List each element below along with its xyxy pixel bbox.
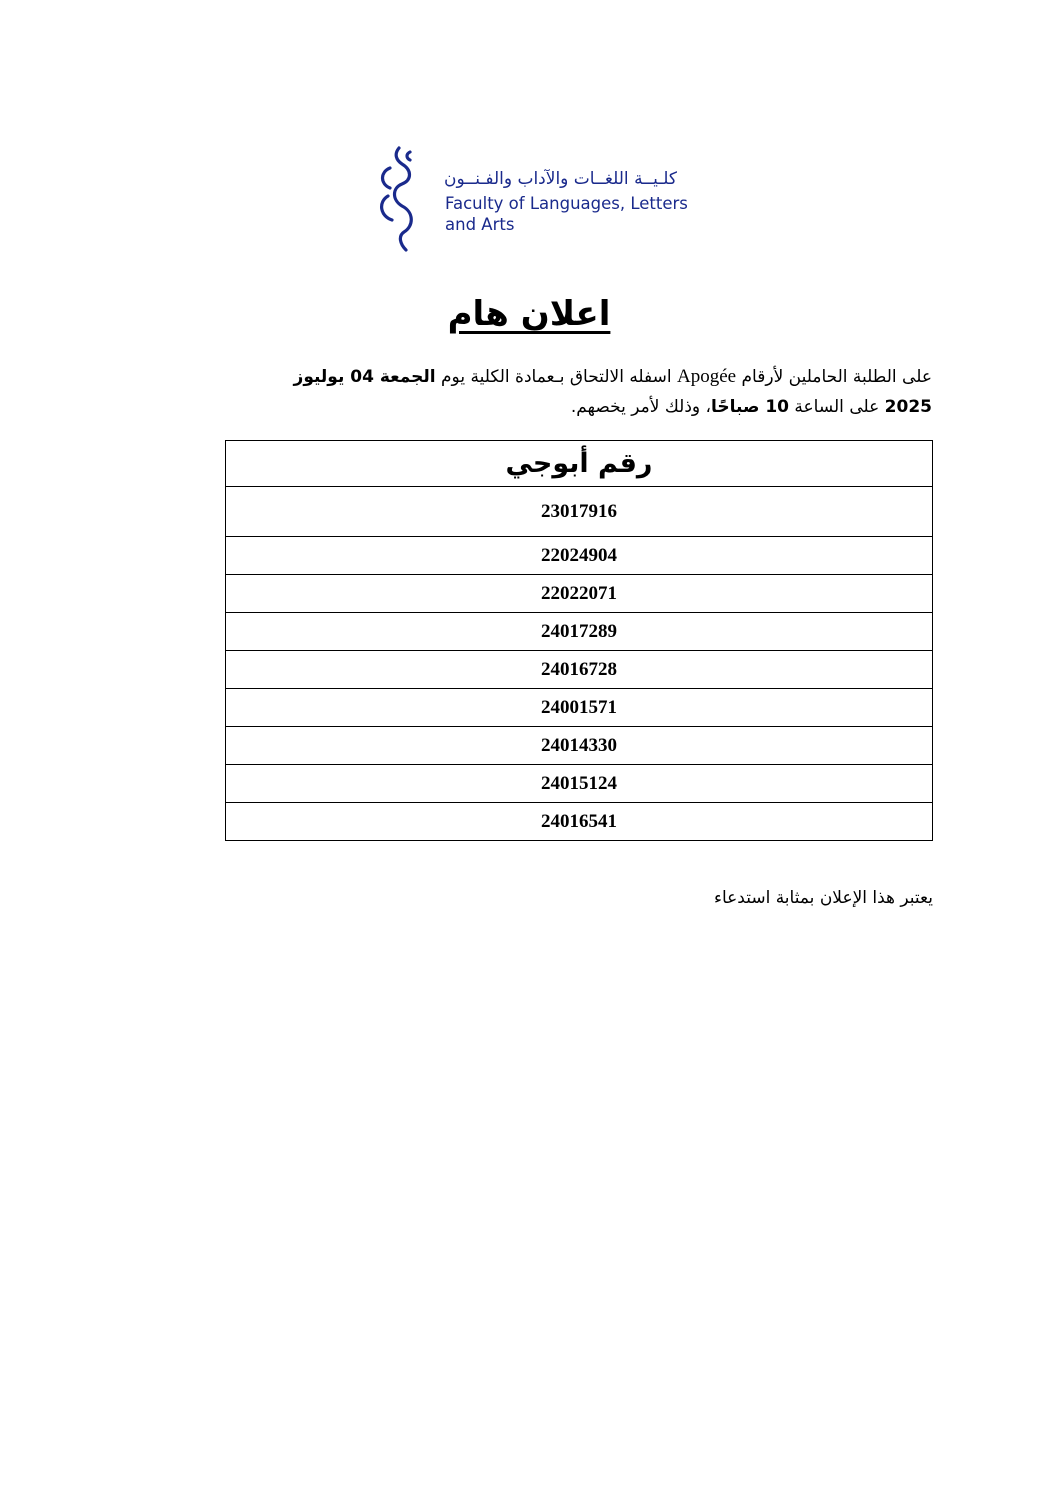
announcement-line-2 — [170, 392, 932, 422]
faculty-emblem-icon — [372, 146, 432, 252]
table-row — [226, 575, 933, 613]
apogee-number-cell: 24016541 — [226, 803, 933, 841]
faculty-name-english — [445, 193, 688, 235]
table-row — [226, 613, 933, 651]
apogee-number-cell: 24017289 — [226, 613, 933, 651]
apogee-number-cell: 24001571 — [226, 689, 933, 727]
apogee-word: Apogée — [677, 366, 737, 387]
faculty-name-english-line1: Faculty of Languages, Letters — [445, 194, 688, 213]
faculty-logo — [372, 146, 722, 252]
table-row — [226, 727, 933, 765]
announcement-body — [170, 362, 932, 422]
intro-year: 2025 — [884, 397, 932, 417]
apogee-number-cell: 24016728 — [226, 651, 933, 689]
apogee-number-cell: 24015124 — [226, 765, 933, 803]
table-row — [226, 537, 933, 575]
table-row — [226, 765, 933, 803]
table-row — [226, 487, 933, 537]
intro-part3: على الساعة — [789, 397, 885, 417]
intro-time: 10 صباحًا — [711, 397, 789, 417]
apogee-number-cell: 24014330 — [226, 727, 933, 765]
apogee-number-cell: 23017916 — [226, 487, 933, 537]
convocation-note: يعتبر هذا الإعلان بمثابة استدعاء — [713, 888, 933, 908]
apogee-number-cell: 22024904 — [226, 537, 933, 575]
apogee-column-header: رقم أبوجي — [226, 441, 933, 487]
intro-part2: اسفله الالتحاق بـعمادة الكلية يوم — [435, 367, 678, 387]
intro-part4: ، وذلك لأمر يخصهم. — [570, 397, 712, 417]
apogee-number-cell: 22022071 — [226, 575, 933, 613]
intro-day: الجمعة 04 يوليوز — [293, 367, 436, 387]
announcement-line-1 — [170, 362, 932, 392]
announcement-title: اعلان هام — [447, 294, 611, 334]
table-row — [226, 689, 933, 727]
faculty-name-arabic: كلـيــة اللغــات والآداب والفـنــون — [444, 169, 677, 189]
faculty-name-english-line2: and Arts — [445, 215, 515, 234]
apogee-numbers-table — [225, 440, 933, 841]
table-row — [226, 651, 933, 689]
table-row — [226, 803, 933, 841]
intro-part1: على الطلبة الحاملين لأرقام — [736, 367, 932, 387]
table-header-row — [226, 441, 933, 487]
